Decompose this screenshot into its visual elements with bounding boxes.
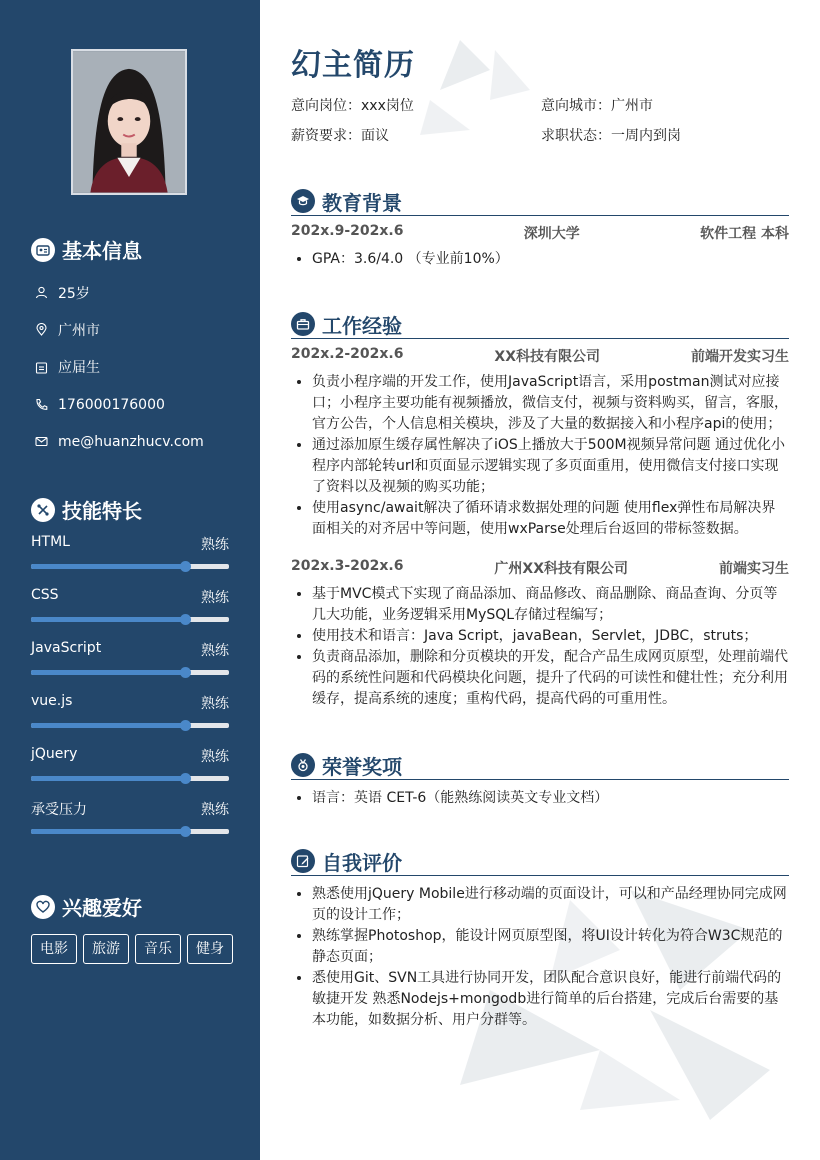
- work-bullet: • 使用技术和语言：Java Script，javaBean，Servlet，JDBC，struts；: [312, 626, 789, 647]
- hobbies-heading: [31, 892, 142, 921]
- skill-row: [31, 797, 229, 850]
- work-role: 前端开发实习生: [691, 349, 789, 365]
- education-row: [291, 223, 789, 243]
- education-major: 软件工程 本科: [700, 226, 789, 242]
- skill-name: HTML: [31, 534, 70, 550]
- work-bullets-1: [291, 372, 789, 540]
- portrait-illustration: [73, 51, 185, 193]
- skill-progress-bar: [31, 829, 229, 834]
- skill-level: 熟练: [201, 643, 229, 659]
- skill-progress-knob: [180, 667, 191, 678]
- skill-progress-knob: [180, 614, 191, 625]
- intent-city: 意向城市：广州市: [541, 98, 653, 114]
- skill-progress-fill: [31, 776, 185, 781]
- mail-icon: [34, 435, 48, 449]
- work-bullet: • 基于MVC模式下实现了商品添加、商品修改、商品删除、商品查询、分页等几大功能，业务逻辑采用MySQL存储过程编写；: [312, 584, 789, 626]
- skill-name: vue.js: [31, 693, 73, 709]
- skill-name: JavaScript: [31, 640, 102, 656]
- education-period: 202x.9-202x.6: [291, 223, 404, 239]
- self-eval-heading: [291, 847, 789, 876]
- basic-info-list: [34, 274, 234, 460]
- phone-icon: [34, 398, 48, 412]
- honors-heading: [291, 751, 789, 780]
- honors-bullet: • 语言：英语 CET-6（能熟练阅读英文专业文档）: [312, 788, 789, 809]
- skills-heading: [31, 495, 142, 524]
- briefcase-icon: [291, 312, 315, 336]
- hobbies-title: 兴趣爱好: [62, 896, 142, 920]
- skill-progress-fill: [31, 670, 185, 675]
- graduation-cap-icon: [291, 189, 315, 213]
- skills-list: [31, 532, 229, 850]
- skill-row: [31, 691, 229, 744]
- skill-name: 承受压力: [31, 802, 87, 818]
- work-bullet: • 负责商品添加，删除和分页模块的开发，配合产品生成网页原型，处理前端代码的系统性问题和代码模块化问题，提升了代码的可读性和健壮性；充分利用缓存，提高系统的速度；重构代码，提高代码的可重用性。: [312, 647, 789, 710]
- intent-position: 意向岗位：xxx岗位: [291, 98, 414, 114]
- hobby-tag: 音乐: [135, 934, 181, 964]
- work-section: [291, 310, 789, 710]
- skill-progress-fill: [31, 564, 185, 569]
- work-period: 202x.3-202x.6: [291, 558, 404, 574]
- self-eval-bullet: • 熟悉使用jQuery Mobile进行移动端的页面设计，可以和产品经理协同完成网页的设计工作；: [312, 884, 789, 926]
- heart-icon: [31, 895, 55, 919]
- work-bullet: • 负责小程序端的开发工作，使用JavaScript语言，采用postman测试对应接口；小程序主要功能有视频播放，微信支付，视频与资料购买，留言，客服，官方公告，个人信息相关模块，涉及了大量的数据接入和小程序api的使用；: [312, 372, 789, 435]
- skill-name: CSS: [31, 587, 59, 603]
- info-city-text: 广州市: [58, 322, 100, 339]
- tools-icon: [31, 498, 55, 522]
- work-company: 广州XX科技有限公司: [494, 561, 629, 577]
- education-bullets: [291, 249, 789, 270]
- education-school: 深圳大学: [523, 226, 580, 242]
- info-phone-text: 176000176000: [58, 396, 165, 413]
- skill-row: [31, 585, 229, 638]
- info-age-text: 25岁: [58, 285, 90, 302]
- work-heading: [291, 310, 789, 339]
- work-row-2: [291, 558, 789, 578]
- work-bullets-2: [291, 584, 789, 710]
- work-period: 202x.2-202x.6: [291, 346, 404, 362]
- hobby-tag: 健身: [187, 934, 233, 964]
- skill-row: [31, 744, 229, 797]
- self-eval-bullets: [291, 884, 789, 1031]
- skills-title: 技能特长: [62, 499, 142, 523]
- info-status: [34, 349, 234, 386]
- education-title: 教育背景: [322, 190, 402, 215]
- info-status-text: 应届生: [58, 360, 100, 377]
- work-row-1: [291, 346, 789, 366]
- hobby-tag: 旅游: [83, 934, 129, 964]
- self-eval-section: [291, 847, 789, 1031]
- honors-title: 荣誉奖项: [322, 754, 402, 779]
- info-email-text: me@huanzhucv.com: [58, 433, 204, 450]
- watermark-decoration: [400, 30, 540, 140]
- skill-progress-knob: [180, 826, 191, 837]
- calendar-icon: [34, 360, 48, 374]
- resume-name: 幻主简历: [291, 48, 415, 83]
- skill-level: 熟练: [201, 590, 229, 606]
- skill-progress-knob: [180, 561, 191, 572]
- honors-section: [291, 751, 789, 809]
- skill-level: 熟练: [201, 802, 229, 818]
- skill-progress-knob: [180, 720, 191, 731]
- skill-progress-fill: [31, 617, 185, 622]
- self-eval-bullet: • 悉使用Git、SVN工具进行协同开发，团队配合意识良好，能进行前端代码的敏捷开发 熟悉Nodejs+mongodb进行简单的后台搭建，完成后台需要的基本功能，如数据分析、用户分群等。: [312, 968, 789, 1031]
- honors-bullets: [291, 788, 789, 809]
- sidebar: [0, 0, 260, 1160]
- skill-row: [31, 638, 229, 691]
- work-bullet: • 使用async/await解决了循环请求数据处理的问题 使用flex弹性布局解决界面相关的对齐居中等问题，使用wxParse处理后台返回的带标签数据。: [312, 498, 789, 540]
- education-section: [291, 187, 789, 270]
- info-age: [34, 274, 234, 311]
- edit-icon: [291, 849, 315, 873]
- education-heading: [291, 187, 789, 216]
- hobbies-list: [31, 934, 233, 964]
- skill-progress-bar: [31, 670, 229, 675]
- self-eval-title: 自我评价: [322, 850, 402, 875]
- work-company: XX科技有限公司: [494, 349, 601, 365]
- person-icon: [34, 286, 48, 300]
- intent-salary: 薪资要求：面议: [291, 128, 389, 144]
- basic-info-title: 基本信息: [62, 239, 142, 263]
- skill-row: [31, 532, 229, 585]
- skill-progress-knob: [180, 773, 191, 784]
- skill-name: jQuery: [31, 746, 78, 762]
- work-title: 工作经验: [322, 313, 402, 338]
- skill-progress-fill: [31, 723, 185, 728]
- id-card-icon: [31, 238, 55, 262]
- skill-level: 熟练: [201, 537, 229, 553]
- medal-icon: [291, 753, 315, 777]
- basic-info-heading: [31, 235, 142, 264]
- self-eval-bullet: • 熟练掌握Photoshop，能设计网页原型图，将UI设计转化为符合W3C规范的静态页面；: [312, 926, 789, 968]
- intent-status: 求职状态：一周内到岗: [541, 128, 681, 144]
- profile-photo: [71, 49, 187, 195]
- skill-progress-bar: [31, 617, 229, 622]
- hobby-tag: 电影: [31, 934, 77, 964]
- skill-progress-bar: [31, 776, 229, 781]
- skill-progress-bar: [31, 564, 229, 569]
- info-email: [34, 423, 234, 460]
- location-icon: [34, 323, 48, 337]
- skill-progress-bar: [31, 723, 229, 728]
- info-phone: [34, 386, 234, 423]
- education-bullet: • GPA：3.6/4.0 （专业前10%）: [312, 249, 789, 270]
- work-role: 前端实习生: [719, 561, 789, 577]
- skill-level: 熟练: [201, 749, 229, 765]
- skill-level: 熟练: [201, 696, 229, 712]
- work-bullet: • 通过添加原生缓存属性解决了iOS上播放大于500M视频异常问题 通过优化小程序内部轮转url和页面显示逻辑实现了多页面重用，使用微信支付接口实现了资料以及视频的购买功能；: [312, 435, 789, 498]
- info-city: [34, 311, 234, 348]
- skill-progress-fill: [31, 829, 185, 834]
